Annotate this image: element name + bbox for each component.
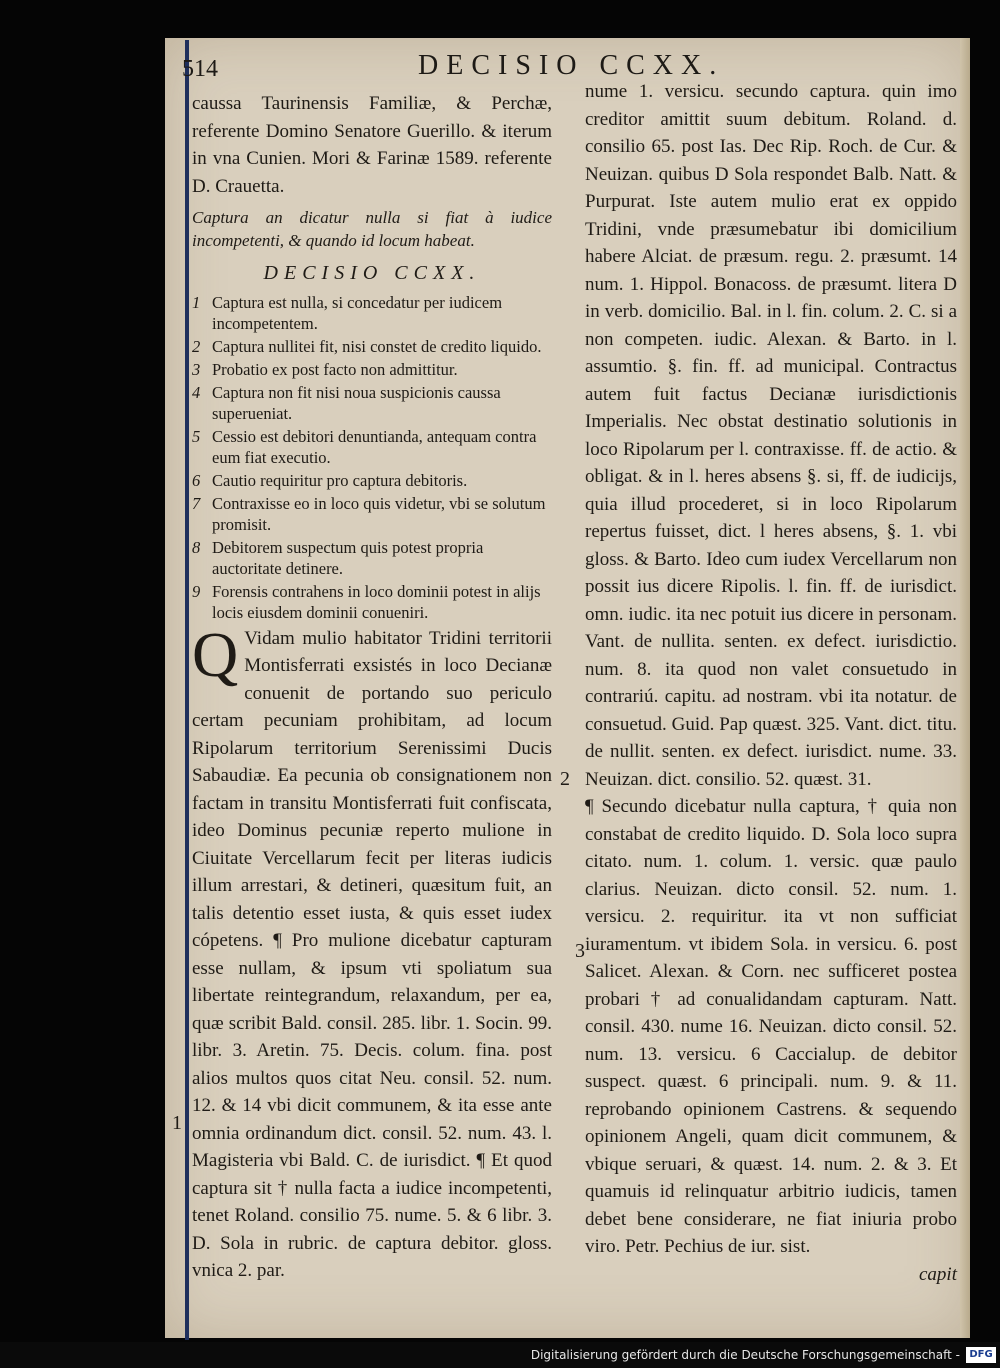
page-number: 514 — [182, 56, 218, 82]
left-column — [192, 90, 552, 1285]
margin-note: 3 — [575, 940, 585, 962]
dfg-logo-icon: DFG — [966, 1347, 996, 1363]
list-item: 4 Captura non fit nisi noua suspicionis caussa superueniat. — [192, 382, 501, 423]
running-head: DECISIO CCXX. — [418, 50, 725, 81]
list-item: 9 Forensis contrahens in loco dominii potest in alijs locis eiusdem dominii conueniri. — [192, 581, 541, 622]
margin-note: 1 — [172, 1112, 182, 1134]
intro-text: caussa Taurinensis Familiæ, & Perchæ, referente Domino Senatore Guerillo. & iterum in vna Cunien. Mori & Farinæ 1589. referente D. Crauetta. — [192, 93, 552, 197]
summary-list — [192, 292, 552, 623]
decision-summary: Captura an dicatur nulla si fiat à iudice incompetenti, & quando id locum habeat. — [192, 208, 552, 250]
list-item: 8 Debitorem suspectum quis potest propria auctoritate detinere. — [192, 537, 484, 578]
decision-title: DECISIO CCXX. — [263, 262, 481, 284]
list-item: 1 Captura est nulla, si concedatur per iudicem incompetentem. — [192, 292, 503, 333]
margin-note: 2 — [560, 768, 570, 790]
binding-strip — [185, 40, 189, 1340]
page-edge — [960, 38, 970, 1338]
body-text: Vidam mulio habitator Tridini territorii Montisferrati exsistés in loco Decianæ conuenit de portando suo periculo certam pecuniam prohibitam, ad locum Ripolarum territorium Serenissimi Ducis Sabaudiæ. Ea pecunia ob consignationem non factam in transitu Montisferrati fuit confiscata, ideo Dominus pecuniæ reperto mulione in Ciuitate Vercellarum fecit per literas iudicis illum arrestari, & detineri, quæsitum fuit, an talis detentio esset iusta, & quis esset iudex cópetens. ¶ Pro mulione dicebatur capturam esse nullam, & ipsum vti spoliatum sua libertate reintegrandum, relaxandum, per ea, quæ scribit Bald. consil. 285. libr. 1. Socin. 99. libr. 3. Aretin. 75. Decis. colum. fina. post alios multos quos citat Neu. consil. 52. num. 12. & 14 vbi dicit communem, & ita esse ante omnia ordinandum dict. consil. 52. num. 43. l. Magisteria vbi Bald. C. de iurisdict. ¶ Et quod captura sit † nulla facta a iudice incompetenti, tenet Roland. consilio 75. nume. 5. & 6 libr. 3. D. Sola in rubric. de captura debitor. gloss. vnica 2. par. — [192, 627, 552, 1281]
body-text: ¶ Secundo dicebatur nulla captura, † quia non constabat de credito liquido. D. Sola loco supra citato. num. 1. colum. 1. versic. quæ paulo clarius. Neuizan. dicto consil. 52. num. 1. versicu. 2. requiritur. ita vt non sufficiat iuramentum. vt ibidem Sola. in versicu. 6. post Salicet. Alexan. & Corn. nec sufficeret postea probari † ad conualidandam capturam. Natt. consil. 430. nume 16. Neuizan. dicto consil. 52. num. 13. versicu. 6 Caccialup. de debitor suspect. quæst. 6 principali. num. 9. & 11. reprobando opinionem Castrens. & sequendo opinionem Angeli, quam dicit communem, & vbique seruari, & quæst. 14. num. 2. & 3. Et quamuis id relinquatur arbitrio iudicis, tamen debet bene considerare, ne fiat iniuria probo viro. Petr. Pechius de iur. sist. — [585, 796, 957, 1257]
footer-text: Digitalisierung gefördert durch die Deutsche Forschungsgemeinschaft - — [530, 1348, 960, 1362]
list-item: 6 Cautio requiritur pro captura debitoris. — [192, 470, 468, 490]
list-item: 3 Probatio ex post facto non admittitur. — [192, 359, 458, 379]
list-item: 5 Cessio est debitori denuntianda, antequam contra eum fiat executio. — [192, 426, 537, 467]
body-paragraph — [192, 618, 552, 1285]
right-column — [585, 78, 957, 1288]
catchword: capit — [919, 1263, 957, 1285]
body-text: nume 1. versicu. secundo captura. quin imo creditor amittit suum debitum. Roland. d. consilio 65. post Ias. Dec Rip. Roch. de Cur. & Neuizan. quibus D Sola respondet Balb. Natt. & Purpurat. Iste autem mulio erat ex oppido Tridini, vnde præsumebatur ibi domicilium habere Alciat. de præsum. regu. 2. præsumt. 14 num. 1. Hippol. Bonacoss. de præsumt. litera D in verb. domicilio. Bal. in l. fin. colum. 2. C. si a non competen. iudic. Alexan. & Barto. in l. assumtio. §. fin. ff. ad municipal. Contractus autem fuit factus Decianæ iurisdictionis Imperialis. Nec obstat destinatio solutionis in loco Ripolarum per l. contraxisse. ff. de actio. & obligat. & in l. heres absens §. si, ff. de iudicijs, quia illud procederet, si in loco Ripolarum repertus fuisset, dict. l heres absens, §. 1. vbi gloss. & Barto. Ideo cum iudex Vercellarum non possit ius dicere Ripolis. l. fin. ff. de iurisdict. omn. iudic. ita nec potuit ius dicere in personam. Vant. de nullita. senten. ex defect. iurisdictio. num. 8. ita quod non valet consuetudo in contrariú. capitu. ad nostram. vbi ita notatur. de consuetud. Guid. Pap quæst. 325. Vant. dict. titu. de nullit. senten. ex defect. iurisdict. nume. 33. Neuizan. dict. consilio. 52. quæst. 31. — [585, 81, 957, 790]
list-item: 2 Captura nullitei fit, nisi constet de credito liquido. — [192, 336, 542, 356]
drop-cap: Q — [192, 618, 239, 690]
list-item: 7 Contraxisse eo in loco quis videtur, vbi se solutum promisit. — [192, 493, 546, 534]
footer-bar — [0, 1342, 1000, 1368]
